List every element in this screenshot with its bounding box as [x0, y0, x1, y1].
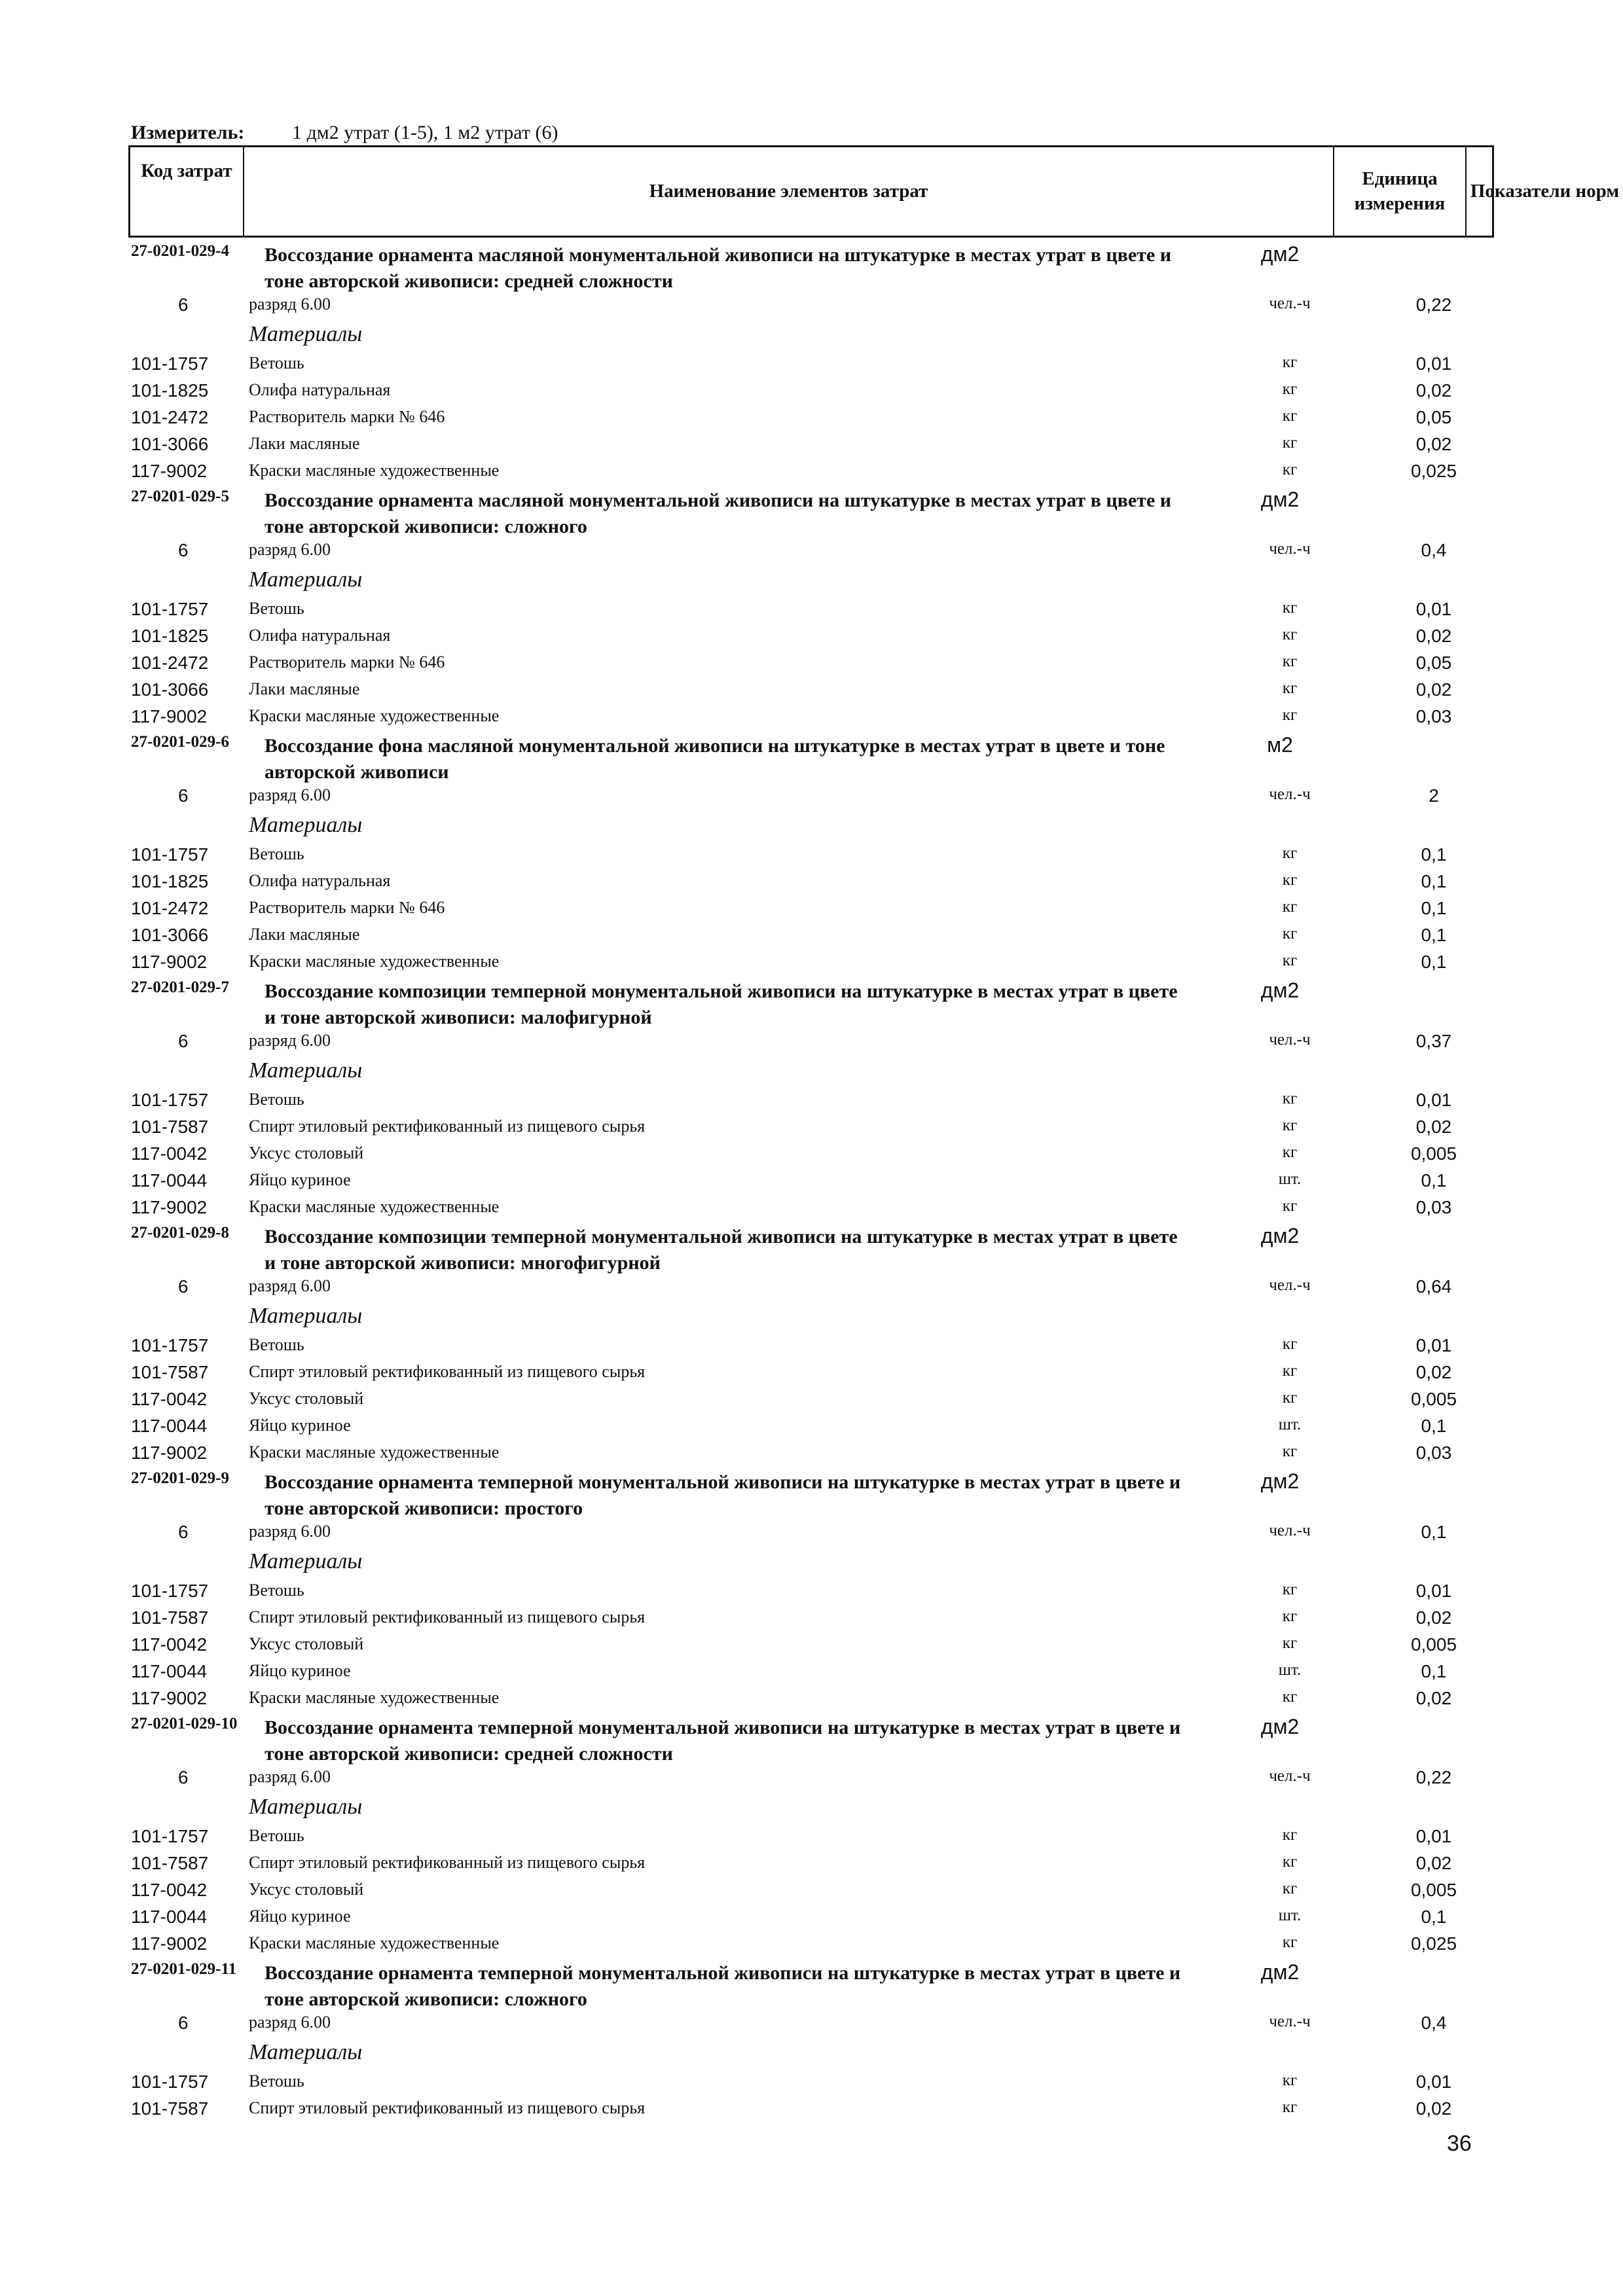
- material-value: 0,005: [1410, 1143, 1457, 1164]
- material-code: 117-0042: [131, 1389, 208, 1409]
- material-code: 117-0044: [131, 1416, 208, 1436]
- material-value: 0,01: [1415, 353, 1452, 374]
- grade-code: 6: [178, 1522, 189, 1542]
- grade-code: 6: [178, 1767, 189, 1787]
- grade-name: разряд 6.00: [249, 785, 331, 804]
- material-unit: кг: [1282, 626, 1298, 643]
- material-name: Ветошь: [249, 1335, 304, 1354]
- material-code: 101-3066: [131, 679, 209, 700]
- head-row: [0, 1960, 1623, 2013]
- material-code: 117-9002: [131, 952, 208, 972]
- work-code: 27-0201-029-8: [131, 1224, 229, 1242]
- material-code: 117-9002: [131, 461, 208, 481]
- material-name: Спирт этиловый ректификованный из пищевого сырья: [249, 1362, 646, 1381]
- material-code: 101-7587: [131, 2098, 209, 2119]
- table-header: [128, 145, 1620, 238]
- material-name: Яйцо куриное: [249, 1170, 351, 1189]
- material-code: 117-9002: [131, 1688, 208, 1708]
- head-row: [0, 1469, 1623, 1522]
- grade-code: 6: [178, 2013, 189, 2033]
- material-name: Краски масляные художественные: [249, 1443, 500, 1462]
- material-unit: кг: [1282, 1090, 1298, 1107]
- material-unit: кг: [1282, 1933, 1298, 1951]
- item-row: [0, 925, 1623, 952]
- material-unit: кг: [1282, 434, 1298, 452]
- grade-unit: чел.-ч: [1269, 540, 1311, 558]
- material-code: 101-1825: [131, 626, 209, 646]
- materials-label: Материалы: [249, 1549, 363, 1573]
- material-code: 117-9002: [131, 1197, 208, 1217]
- material-name: Спирт этиловый ректификованный из пищевого сырья: [249, 1853, 646, 1872]
- work-unit: дм2: [1260, 1960, 1300, 1984]
- work-unit: дм2: [1260, 488, 1300, 511]
- material-name: Олифа натуральная: [249, 626, 391, 645]
- work-code: 27-0201-029-9: [131, 1469, 229, 1487]
- material-code: 117-0042: [131, 1634, 208, 1655]
- material-name: Спирт этиловый ректификованный из пищевого сырья: [249, 2098, 646, 2117]
- work-unit: дм2: [1260, 978, 1300, 1002]
- material-unit: кг: [1282, 679, 1298, 697]
- material-name: Ветошь: [249, 1826, 304, 1845]
- matl-row: [0, 1058, 1623, 1090]
- material-value: 0,02: [1415, 1688, 1452, 1708]
- item-row: [0, 1389, 1623, 1416]
- work-title: Воссоздание орнамента темперной монументальной живописи на штукатурке в местах утрат в цвете и тоне авторской живописи: сложного: [264, 1962, 1181, 2010]
- matl-row: [0, 2040, 1623, 2072]
- material-name: Лаки масляные: [249, 679, 360, 698]
- material-name: Олифа натуральная: [249, 380, 391, 399]
- item-row: [0, 1933, 1623, 1960]
- material-unit: шт.: [1278, 1416, 1302, 1433]
- item-row: [0, 2072, 1623, 2098]
- item-row: [0, 1853, 1623, 1880]
- item-row: [0, 1443, 1623, 1469]
- materials-label: Материалы: [249, 1058, 363, 1083]
- material-code: 101-1757: [131, 1090, 209, 1110]
- material-value: 0,1: [1421, 871, 1447, 891]
- material-unit: кг: [1282, 599, 1298, 617]
- material-code: 101-1757: [131, 1581, 209, 1601]
- measure-label: Измеритель:: [131, 122, 245, 143]
- material-unit: кг: [1282, 1143, 1298, 1161]
- material-unit: кг: [1282, 844, 1298, 862]
- grade-code: 6: [178, 1031, 189, 1051]
- material-value: 0,005: [1410, 1389, 1457, 1409]
- item-row: [0, 1607, 1623, 1634]
- material-name: Ветошь: [249, 599, 304, 618]
- material-unit: шт.: [1278, 1170, 1302, 1188]
- work-code: 27-0201-029-10: [131, 1715, 238, 1732]
- grade-row: [0, 1031, 1623, 1058]
- materials-label: Материалы: [249, 1795, 363, 1819]
- material-code: 117-0042: [131, 1143, 208, 1164]
- materials-label: Материалы: [249, 813, 363, 837]
- material-name: Ветошь: [249, 353, 304, 372]
- material-unit: кг: [1282, 1197, 1298, 1215]
- material-unit: кг: [1282, 1335, 1298, 1353]
- matl-row: [0, 813, 1623, 844]
- matl-row: [0, 322, 1623, 353]
- work-unit: дм2: [1260, 1469, 1300, 1493]
- material-value: 0,1: [1421, 1907, 1447, 1927]
- item-row: [0, 1634, 1623, 1661]
- work-code: 27-0201-029-5: [131, 488, 229, 505]
- material-value: 0,02: [1415, 434, 1452, 454]
- material-name: Краски масляные художественные: [249, 461, 500, 480]
- item-row: [0, 380, 1623, 407]
- item-row: [0, 1661, 1623, 1688]
- grade-code: 6: [178, 540, 189, 560]
- material-value: 0,1: [1421, 925, 1447, 945]
- grade-value: 0,64: [1415, 1276, 1452, 1297]
- material-value: 0,03: [1415, 1443, 1452, 1463]
- material-unit: шт.: [1278, 1907, 1302, 1924]
- material-value: 0,02: [1415, 2098, 1452, 2119]
- item-row: [0, 1117, 1623, 1143]
- material-name: Олифа натуральная: [249, 871, 391, 890]
- work-code: 27-0201-029-4: [131, 242, 229, 260]
- material-name: Ветошь: [249, 1581, 304, 1600]
- item-row: [0, 1197, 1623, 1224]
- material-code: 101-2472: [131, 898, 209, 918]
- grade-name: разряд 6.00: [249, 1767, 331, 1786]
- material-value: 0,01: [1415, 1581, 1452, 1601]
- material-name: Ветошь: [249, 2072, 304, 2090]
- material-code: 117-0044: [131, 1907, 208, 1927]
- material-name: Уксус столовый: [249, 1389, 364, 1408]
- item-row: [0, 952, 1623, 978]
- material-name: Растворитель марки № 646: [249, 653, 445, 672]
- head-row: [0, 978, 1623, 1031]
- grade-row: [0, 785, 1623, 813]
- material-name: Яйцо куриное: [249, 1907, 351, 1926]
- material-code: 101-1757: [131, 1335, 209, 1355]
- work-title: Воссоздание композиции темперной монументальной живописи на штукатурке в местах утрат в цвете и тоне авторской живописи: малофигурной: [264, 980, 1178, 1028]
- material-name: Яйцо куриное: [249, 1416, 351, 1435]
- work-title: Воссоздание орнамента масляной монументальной живописи на штукатурке в местах утрат в цвете и тоне авторской живописи: сложного: [264, 490, 1172, 537]
- material-value: 0,05: [1415, 653, 1452, 673]
- material-code: 101-3066: [131, 434, 209, 454]
- material-code: 117-9002: [131, 706, 208, 726]
- material-unit: кг: [1282, 706, 1298, 724]
- header-name: Наименование элементов затрат: [244, 147, 1334, 236]
- material-value: 0,02: [1415, 380, 1452, 401]
- grade-unit: чел.-ч: [1269, 2013, 1311, 2030]
- grade-row: [0, 295, 1623, 322]
- material-code: 101-7587: [131, 1607, 209, 1628]
- grade-row: [0, 1522, 1623, 1549]
- grade-name: разряд 6.00: [249, 1031, 331, 1050]
- material-value: 0,1: [1421, 1416, 1447, 1436]
- grade-name: разряд 6.00: [249, 540, 331, 559]
- item-row: [0, 1826, 1623, 1853]
- item-row: [0, 1170, 1623, 1197]
- material-name: Уксус столовый: [249, 1143, 364, 1162]
- material-name: Краски масляные художественные: [249, 706, 500, 725]
- material-code: 117-9002: [131, 1933, 208, 1954]
- work-code: 27-0201-029-6: [131, 733, 229, 751]
- material-value: 0,1: [1421, 844, 1447, 865]
- grade-value: 0,1: [1421, 1522, 1447, 1542]
- material-code: 101-1825: [131, 380, 209, 401]
- grade-name: разряд 6.00: [249, 295, 331, 314]
- material-unit: кг: [1282, 1688, 1298, 1706]
- work-title: Воссоздание орнамента масляной монументальной живописи на штукатурке в местах утрат в цвете и тоне авторской живописи: средней сложности: [264, 244, 1172, 292]
- grade-unit: чел.-ч: [1269, 295, 1311, 312]
- material-unit: кг: [1282, 1443, 1298, 1460]
- grade-row: [0, 540, 1623, 567]
- item-row: [0, 461, 1623, 488]
- grade-name: разряд 6.00: [249, 1276, 331, 1295]
- material-name: Спирт этиловый ректификованный из пищевого сырья: [249, 1117, 646, 1136]
- grade-code: 6: [178, 295, 189, 315]
- material-name: Ветошь: [249, 844, 304, 863]
- material-unit: кг: [1282, 653, 1298, 670]
- work-unit: дм2: [1260, 1715, 1300, 1738]
- item-row: [0, 1880, 1623, 1907]
- material-code: 101-1757: [131, 1826, 209, 1846]
- material-value: 0,005: [1410, 1634, 1457, 1655]
- header-code: Код затрат: [130, 147, 244, 236]
- material-unit: кг: [1282, 1607, 1298, 1625]
- material-unit: кг: [1282, 2098, 1298, 2116]
- material-value: 0,01: [1415, 1335, 1452, 1355]
- head-row: [0, 1715, 1623, 1767]
- material-name: Краски масляные художественные: [249, 1933, 500, 1952]
- material-value: 0,01: [1415, 2072, 1452, 2092]
- grade-row: [0, 1767, 1623, 1795]
- work-title: Воссоздание фона масляной монументальной живописи на штукатурке в местах утрат в цвете и тоне авторской живописи: [264, 735, 1165, 783]
- grade-value: 0,4: [1421, 540, 1447, 560]
- grade-code: 6: [178, 785, 189, 806]
- item-row: [0, 1907, 1623, 1933]
- material-unit: кг: [1282, 871, 1298, 889]
- item-row: [0, 1090, 1623, 1117]
- grade-unit: чел.-ч: [1269, 1767, 1311, 1785]
- item-row: [0, 1143, 1623, 1170]
- grade-row: [0, 1276, 1623, 1304]
- material-value: 0,02: [1415, 1853, 1452, 1873]
- work-title: Воссоздание орнамента темперной монументальной живописи на штукатурке в местах утрат в цвете и тоне авторской живописи: средней сложности: [264, 1717, 1181, 1765]
- material-value: 0,1: [1421, 898, 1447, 918]
- material-value: 0,01: [1415, 1090, 1452, 1110]
- material-value: 0,02: [1415, 679, 1452, 700]
- material-unit: кг: [1282, 1117, 1298, 1134]
- grade-value: 2: [1429, 785, 1439, 806]
- material-value: 0,025: [1410, 1933, 1457, 1954]
- material-unit: кг: [1282, 952, 1298, 969]
- materials-label: Материалы: [249, 322, 363, 346]
- item-row: [0, 626, 1623, 653]
- material-unit: кг: [1282, 407, 1298, 425]
- materials-label: Материалы: [249, 1304, 363, 1328]
- head-row: [0, 242, 1623, 295]
- grade-unit: чел.-ч: [1269, 1031, 1311, 1049]
- grade-value: 0,22: [1415, 295, 1452, 315]
- material-unit: кг: [1282, 1634, 1298, 1652]
- material-unit: кг: [1282, 1362, 1298, 1380]
- material-unit: кг: [1282, 1880, 1298, 1897]
- grade-code: 6: [178, 1276, 189, 1297]
- material-name: Краски масляные художественные: [249, 1197, 500, 1216]
- item-row: [0, 1362, 1623, 1389]
- item-row: [0, 679, 1623, 706]
- material-code: 101-1757: [131, 2072, 209, 2092]
- material-value: 0,005: [1410, 1880, 1457, 1900]
- material-value: 0,1: [1421, 1661, 1447, 1681]
- material-name: Лаки масляные: [249, 434, 360, 453]
- material-code: 101-7587: [131, 1853, 209, 1873]
- material-unit: кг: [1282, 380, 1298, 398]
- material-code: 117-9002: [131, 1443, 208, 1463]
- material-value: 0,1: [1421, 1170, 1447, 1191]
- material-name: Уксус столовый: [249, 1634, 364, 1653]
- material-code: 101-2472: [131, 407, 209, 427]
- material-name: Ветошь: [249, 1090, 304, 1109]
- material-code: 101-7587: [131, 1117, 209, 1137]
- material-name: Лаки масляные: [249, 925, 360, 944]
- material-unit: кг: [1282, 1826, 1298, 1844]
- head-row: [0, 733, 1623, 785]
- matl-row: [0, 1549, 1623, 1581]
- measure-value: 1 дм2 утрат (1-5), 1 м2 утрат (6): [292, 122, 558, 143]
- material-value: 0,02: [1415, 1362, 1452, 1382]
- material-name: Растворитель марки № 646: [249, 898, 445, 917]
- item-row: [0, 898, 1623, 925]
- material-code: 101-1757: [131, 353, 209, 374]
- item-row: [0, 353, 1623, 380]
- grade-name: разряд 6.00: [249, 1522, 331, 1541]
- work-title: Воссоздание композиции темперной монументальной живописи на штукатурке в местах утрат в цвете и тоне авторской живописи: многофигурной: [264, 1226, 1178, 1274]
- material-code: 117-0044: [131, 1170, 208, 1191]
- material-unit: кг: [1282, 1389, 1298, 1407]
- material-unit: кг: [1282, 2072, 1298, 2089]
- material-unit: кг: [1282, 461, 1298, 478]
- material-unit: кг: [1282, 925, 1298, 942]
- item-row: [0, 1416, 1623, 1443]
- material-code: 101-1757: [131, 599, 209, 619]
- item-row: [0, 653, 1623, 679]
- material-value: 0,02: [1415, 1607, 1452, 1628]
- material-unit: кг: [1282, 898, 1298, 916]
- material-name: Уксус столовый: [249, 1880, 364, 1899]
- header-norm: Показатели норм: [1470, 180, 1620, 202]
- item-row: [0, 844, 1623, 871]
- item-row: [0, 1688, 1623, 1715]
- item-row: [0, 2098, 1623, 2125]
- materials-label: Материалы: [249, 2040, 363, 2064]
- item-row: [0, 599, 1623, 626]
- material-name: Краски масляные художественные: [249, 952, 500, 971]
- material-value: 0,03: [1415, 1197, 1452, 1217]
- work-title: Воссоздание орнамента темперной монументальной живописи на штукатурке в местах утрат в цвете и тоне авторской живописи: простого: [264, 1471, 1181, 1519]
- grade-value: 0,22: [1415, 1767, 1452, 1787]
- work-unit: дм2: [1260, 242, 1300, 266]
- material-name: Краски масляные художественные: [249, 1688, 500, 1707]
- grade-unit: чел.-ч: [1269, 1522, 1311, 1539]
- material-value: 0,01: [1415, 599, 1452, 619]
- header-unit: Единица измерения: [1334, 147, 1467, 236]
- grade-unit: чел.-ч: [1269, 1276, 1311, 1294]
- material-unit: кг: [1282, 1581, 1298, 1598]
- material-code: 117-0042: [131, 1880, 208, 1900]
- work-code: 27-0201-029-11: [131, 1960, 237, 1978]
- material-code: 101-7587: [131, 1362, 209, 1382]
- grade-name: разряд 6.00: [249, 2013, 331, 2032]
- work-code: 27-0201-029-7: [131, 978, 229, 996]
- material-value: 0,05: [1415, 407, 1452, 427]
- matl-row: [0, 1304, 1623, 1335]
- material-name: Спирт этиловый ректификованный из пищевого сырья: [249, 1607, 646, 1626]
- material-value: 0,02: [1415, 1117, 1452, 1137]
- material-value: 0,01: [1415, 1826, 1452, 1846]
- item-row: [0, 1581, 1623, 1607]
- item-row: [0, 1335, 1623, 1362]
- material-code: 101-2472: [131, 653, 209, 673]
- material-code: 101-1825: [131, 871, 209, 891]
- materials-label: Материалы: [249, 567, 363, 592]
- material-code: 101-3066: [131, 925, 209, 945]
- material-unit: шт.: [1278, 1661, 1302, 1679]
- work-unit: дм2: [1260, 1224, 1300, 1247]
- grade-value: 0,37: [1415, 1031, 1452, 1051]
- material-unit: кг: [1282, 353, 1298, 371]
- material-code: 117-0044: [131, 1661, 208, 1681]
- material-name: Яйцо куриное: [249, 1661, 351, 1680]
- grade-value: 0,4: [1421, 2013, 1447, 2033]
- material-code: 101-1757: [131, 844, 209, 865]
- material-value: 0,1: [1421, 952, 1447, 972]
- grade-row: [0, 2013, 1623, 2040]
- material-value: 0,025: [1410, 461, 1457, 481]
- measure-line: [131, 115, 1506, 148]
- head-row: [0, 1224, 1623, 1276]
- matl-row: [0, 1795, 1623, 1826]
- item-row: [0, 871, 1623, 898]
- material-name: Растворитель марки № 646: [249, 407, 445, 426]
- matl-row: [0, 567, 1623, 599]
- material-unit: кг: [1282, 1853, 1298, 1871]
- item-row: [0, 407, 1623, 434]
- item-row: [0, 434, 1623, 461]
- head-row: [0, 488, 1623, 540]
- material-value: 0,03: [1415, 706, 1452, 726]
- item-row: [0, 706, 1623, 733]
- material-value: 0,02: [1415, 626, 1452, 646]
- work-unit: м2: [1267, 733, 1293, 757]
- grade-unit: чел.-ч: [1269, 785, 1311, 803]
- page-number: 36: [1447, 2131, 1472, 2156]
